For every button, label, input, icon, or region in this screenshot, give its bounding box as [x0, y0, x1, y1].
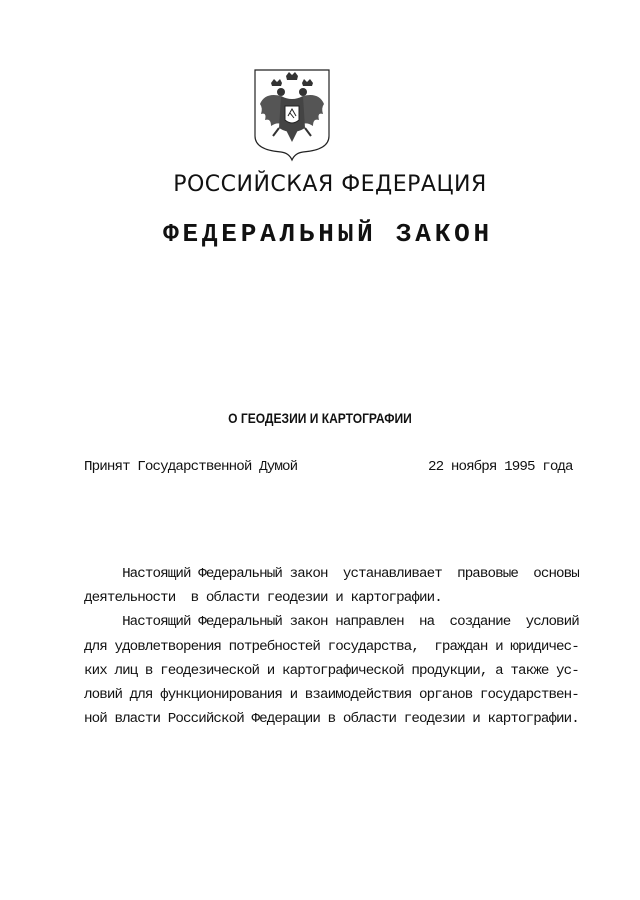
preamble-line: Настоящий Федеральный закон направлен на создание условий [84, 614, 579, 631]
coat-of-arms-emblem [251, 66, 333, 162]
law-title: О ГЕОДЕЗИИ И КАРТОГРАФИИ [228, 410, 412, 426]
law-type-heading: ФЕДЕРАЛЬНЫЙ ЗАКОН [163, 219, 493, 249]
adoption-date: 22 ноября 1995 года [428, 459, 573, 475]
preamble-line: ловий для функционирования и взаимодействия органов государствен- [84, 686, 579, 703]
country-heading: РОССИЙСКАЯ ФЕДЕРАЦИЯ [173, 172, 487, 197]
law-preamble [84, 562, 584, 731]
preamble-line: деятельности в области геодезии и картографии. [84, 590, 442, 607]
preamble-line: для удовлетворения потребностей государства, граждан и юридичес- [84, 638, 579, 655]
preamble-line: ких лиц в геодезической и картографической продукции, а также ус- [84, 662, 579, 679]
preamble-line: Настоящий Федеральный закон устанавливает правовые основы [84, 566, 579, 582]
preamble-line: ной власти Российской Федерации в области геодезии и картографии. [84, 711, 579, 728]
adoption-body: Принят Государственной Думой [84, 459, 298, 475]
